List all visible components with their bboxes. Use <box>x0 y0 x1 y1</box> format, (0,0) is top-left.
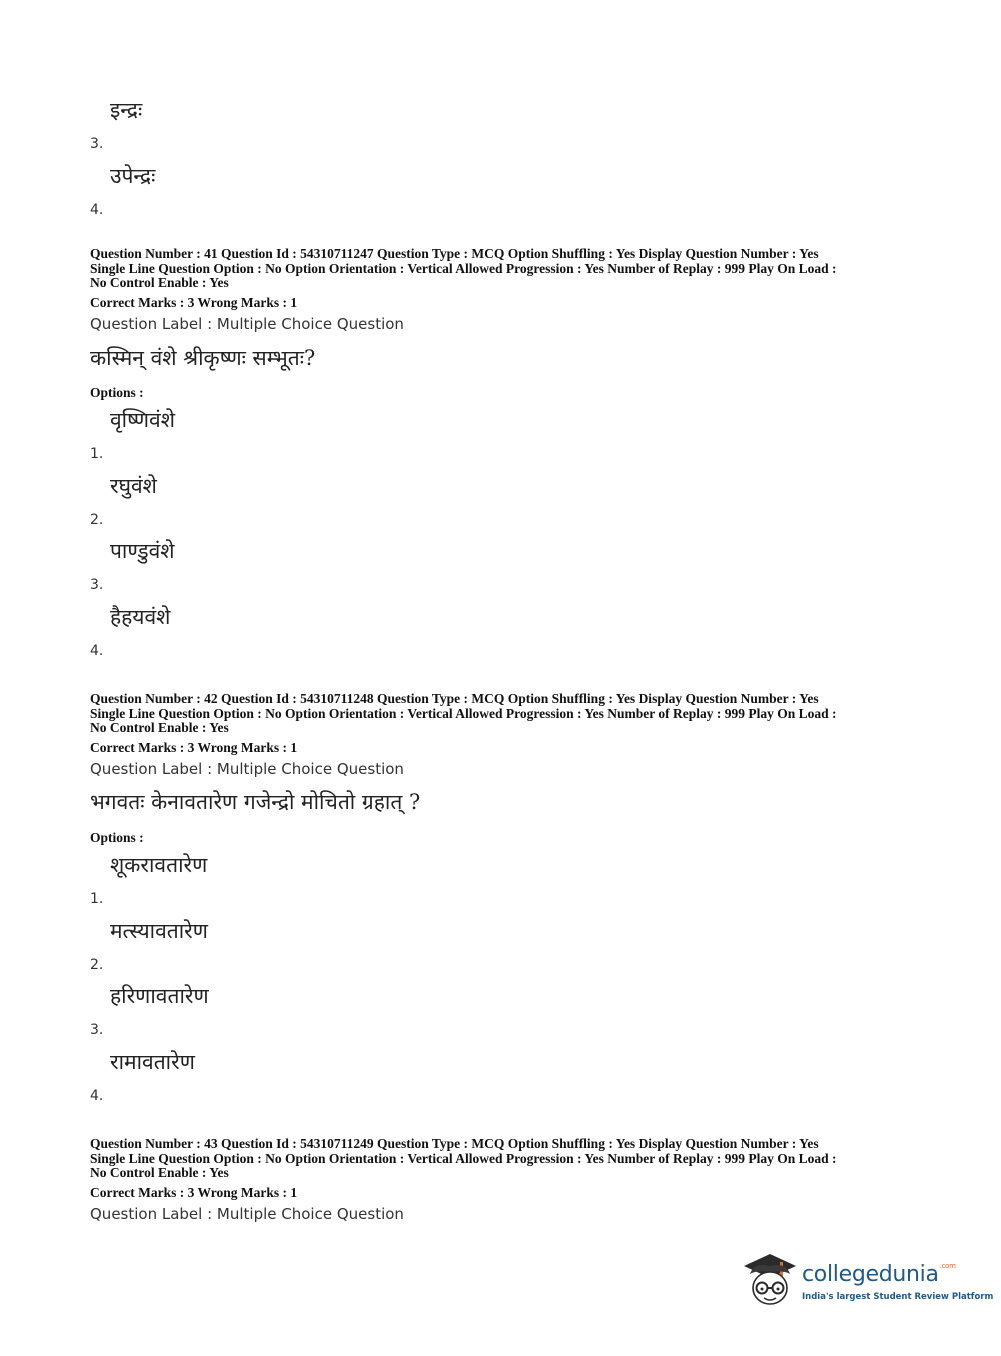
option-item <box>90 603 490 663</box>
logo-suffix: .com <box>939 1262 956 1270</box>
option-text: वृष्णिवंशे <box>110 408 176 432</box>
option-item <box>90 917 490 977</box>
option-item <box>90 982 490 1042</box>
meta-line: No Control Enable : Yes <box>90 720 229 735</box>
option-number: 3. <box>90 1022 104 1038</box>
question-marks: Correct Marks : 3 Wrong Marks : 1 <box>90 1185 298 1200</box>
question-label: Question Label : Multiple Choice Question <box>90 760 404 778</box>
option-text: उपेन्द्रः <box>110 164 156 188</box>
question-marks: Correct Marks : 3 Wrong Marks : 1 <box>90 740 298 755</box>
question-text: कस्मिन् वंशे श्रीकृष्णः सम्भूतः? <box>90 346 316 370</box>
meta-line: Single Line Question Option : No Option Orientation : Vertical Allowed Progression : Yes Number of Replay : 999 Play On Load : <box>90 260 837 276</box>
option-item <box>90 851 490 911</box>
option-text: शूकरावतारेण <box>110 853 208 877</box>
option-number: 4. <box>90 202 104 218</box>
option-text: रघुवंशे <box>110 474 157 498</box>
question-meta <box>90 1137 930 1181</box>
meta-line: No Control Enable : Yes <box>90 275 229 290</box>
option-item <box>90 472 490 532</box>
meta-line: No Control Enable : Yes <box>90 1165 229 1180</box>
collegedunia-logo <box>740 1248 994 1314</box>
meta-line: Question Number : 41 Question Id : 54310711247 Question Type : MCQ Option Shuffling : Yes Display Question Number : Yes <box>90 246 819 261</box>
option-item <box>90 162 490 222</box>
option-text: पाण्डुवंशे <box>110 539 175 563</box>
question-label: Question Label : Multiple Choice Question <box>90 1205 404 1223</box>
option-item <box>90 537 490 597</box>
option-number: 4. <box>90 643 104 659</box>
option-item <box>90 406 490 466</box>
option-item <box>90 96 490 156</box>
meta-line: Question Number : 42 Question Id : 54310711248 Question Type : MCQ Option Shuffling : Yes Display Question Number : Yes <box>90 691 819 706</box>
option-text: मत्स्यावतारेण <box>110 919 208 943</box>
meta-line: Single Line Question Option : No Option Orientation : Vertical Allowed Progression : Yes Number of Replay : 999 Play On Load : <box>90 705 837 721</box>
option-number: 2. <box>90 512 104 528</box>
option-text: हरिणावतारेण <box>110 984 209 1008</box>
logo-name: collegedunia <box>802 1262 939 1287</box>
logo-tagline: India's largest Student Review Platform <box>802 1292 994 1302</box>
option-text: इन्द्रः <box>110 98 143 122</box>
options-heading: Options : <box>90 385 144 400</box>
question-marks: Correct Marks : 3 Wrong Marks : 1 <box>90 295 298 310</box>
option-item <box>90 1048 490 1108</box>
option-number: 3. <box>90 577 104 593</box>
question-text: भगवतः केनावतारेण गजेन्द्रो मोचितो ग्रहात् ? <box>90 790 421 814</box>
option-text: रामावतारेण <box>110 1050 195 1074</box>
question-meta <box>90 247 930 291</box>
graduate-mascot-icon <box>740 1248 800 1314</box>
option-number: 1. <box>90 891 104 907</box>
logo-wordmark <box>802 1262 956 1287</box>
question-meta <box>90 692 930 736</box>
meta-line: Single Line Question Option : No Option Orientation : Vertical Allowed Progression : Yes Number of Replay : 999 Play On Load : <box>90 1150 837 1166</box>
question-label: Question Label : Multiple Choice Question <box>90 315 404 333</box>
meta-line: Question Number : 43 Question Id : 54310711249 Question Type : MCQ Option Shuffling : Yes Display Question Number : Yes <box>90 1136 819 1151</box>
option-number: 4. <box>90 1088 104 1104</box>
options-heading: Options : <box>90 830 144 845</box>
option-number: 3. <box>90 136 104 152</box>
option-number: 2. <box>90 957 104 973</box>
option-text: हैहयवंशे <box>110 605 171 629</box>
option-number: 1. <box>90 446 104 462</box>
